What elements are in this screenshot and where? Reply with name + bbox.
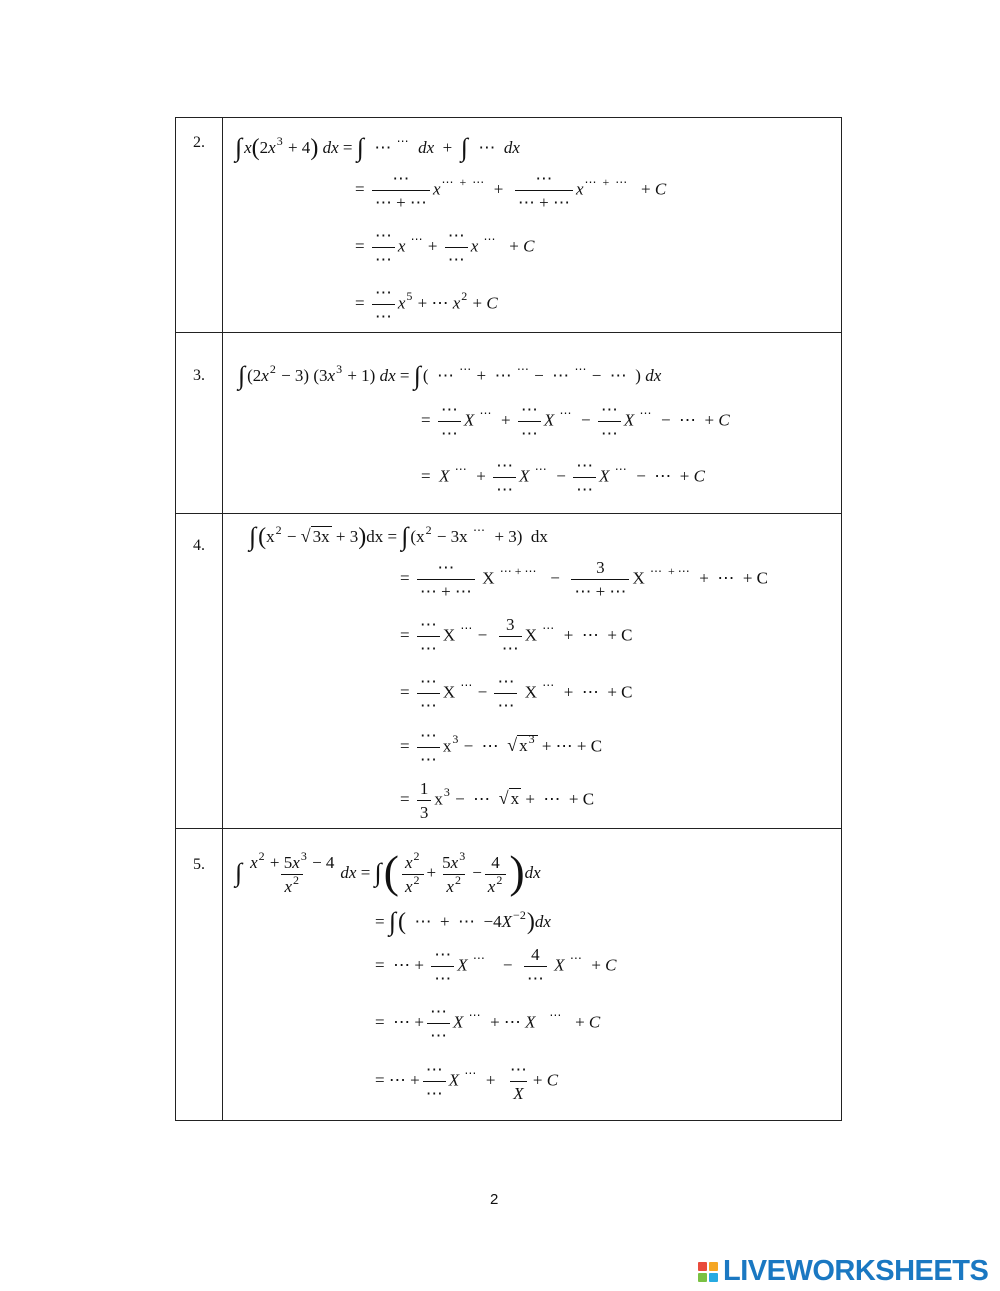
problem-5-line-4: = ⋯ + $\frac{\cdots}{\cdots}$ X ⋯ + ⋯ X ⋯ + C (375, 1002, 601, 1045)
problem-2-line-3: = $\frac{\cdots}{\cdots}$ x ⋯ + $\frac{\cdots}{\cdots}$ x ⋯ + C (355, 226, 535, 269)
problem-4-line-1: $\int(x^2$ − √ 3x + 3)dx = ∫ ($x^2 - 3x$ ⋯ + 3) dx (249, 522, 548, 551)
problem-2-line-2: = $\frac{\cdots}{\cdots + \cdots}$ x⋯ + ⋯ + $\frac{\cdots}{\cdots + \cdots}$ x⋯ + ⋯ + C (355, 169, 667, 212)
page-number: 2 (490, 1191, 499, 1208)
problem-5-line-2: = ∫( ⋯ + ⋯ $-4X^{-2})dx$ (375, 907, 551, 936)
problem-number: 5. (193, 856, 205, 873)
problem-5-line-5: = ⋯ + $\frac{\cdots}{\cdots}$ X ⋯ + $\frac{\cdots}{X}$ + C (375, 1060, 559, 1103)
problem-2-line-1: ∫ $x(2x^3 + 4)$ dx = ∫ ⋯ ⋯ dx + ∫ ⋯ dx (235, 133, 520, 162)
problem-3-line-2: = $\frac{\cdots}{\cdots}$ X ⋯ + $\frac{\cdots}{\cdots}$ X ⋯ − $\frac{\cdots}{\cdots}$ X ⋯ − ⋯ + C (421, 400, 730, 443)
problem-4-line-6: = $\frac{1}{3}$ $x^3$ − ⋯ √ x + ⋯ + C (400, 779, 595, 822)
problem-4-line-4: = $\frac{\cdots}{\cdots}$ X ⋯ − $\frac{\cdots}{\cdots}$ X ⋯ + ⋯ + C (400, 672, 633, 715)
problem-number: 4. (193, 537, 205, 554)
problem-3-line-3: = X ⋯ + $\frac{\cdots}{\cdots}$ X ⋯ − $\frac{\cdots}{\cdots}$ X ⋯ − ⋯ + C (421, 456, 705, 499)
problem-4-line-3: = $\frac{\cdots}{\cdots}$ X ⋯ − $\frac{3}{\cdots}$ X ⋯ + ⋯ + C (400, 615, 633, 658)
worksheet-table (175, 117, 842, 1121)
problem-number: 2. (193, 134, 205, 151)
problem-2-line-4: = $\frac{\cdots}{\cdots}$ $x^5$ + ⋯ $x^2 + C$ (355, 283, 498, 326)
row-divider (176, 828, 841, 829)
column-divider (222, 118, 223, 1120)
liveworksheets-logo[interactable] (698, 1255, 988, 1288)
row-divider (176, 513, 841, 514)
problem-4-line-5: = $\frac{\cdots}{\cdots}$ $x^3$ − ⋯ √ $x^3$ + ⋯ + C (400, 726, 603, 769)
brand-name: LIVEWORKSHEETS (723, 1255, 989, 1287)
problem-5-line-3: = ⋯ + $\frac{\cdots}{\cdots}$ X ⋯ − $\frac{4}{\cdots}$ X ⋯ + C (375, 945, 617, 988)
problem-4-line-2: = $\frac{\cdots}{\cdots + \cdots}$ X ⋯ + ⋯ − $\frac{3}{\cdots + \cdots}$ X ⋯ + ⋯ + ⋯ + C (400, 558, 769, 601)
problem-number: 3. (193, 367, 205, 384)
problem-3-line-1: ∫ $(2x^2 - 3) (3x^3 + 1)$ dx = ∫ ( ⋯ ⋯ + ⋯ ⋯ − ⋯ ⋯ − ⋯ ) dx (238, 361, 662, 390)
problem-5-line-1: ∫ $\frac{x^2 + 5x^3 - 4}{x^2}$ dx = ∫( $\frac{x^2}{x^2}$ + $\frac{5x^3}{x^2}$ − $\frac{4}{x^2}$ )dx (235, 846, 541, 897)
logo-mark (698, 1262, 718, 1282)
row-divider (176, 332, 841, 333)
